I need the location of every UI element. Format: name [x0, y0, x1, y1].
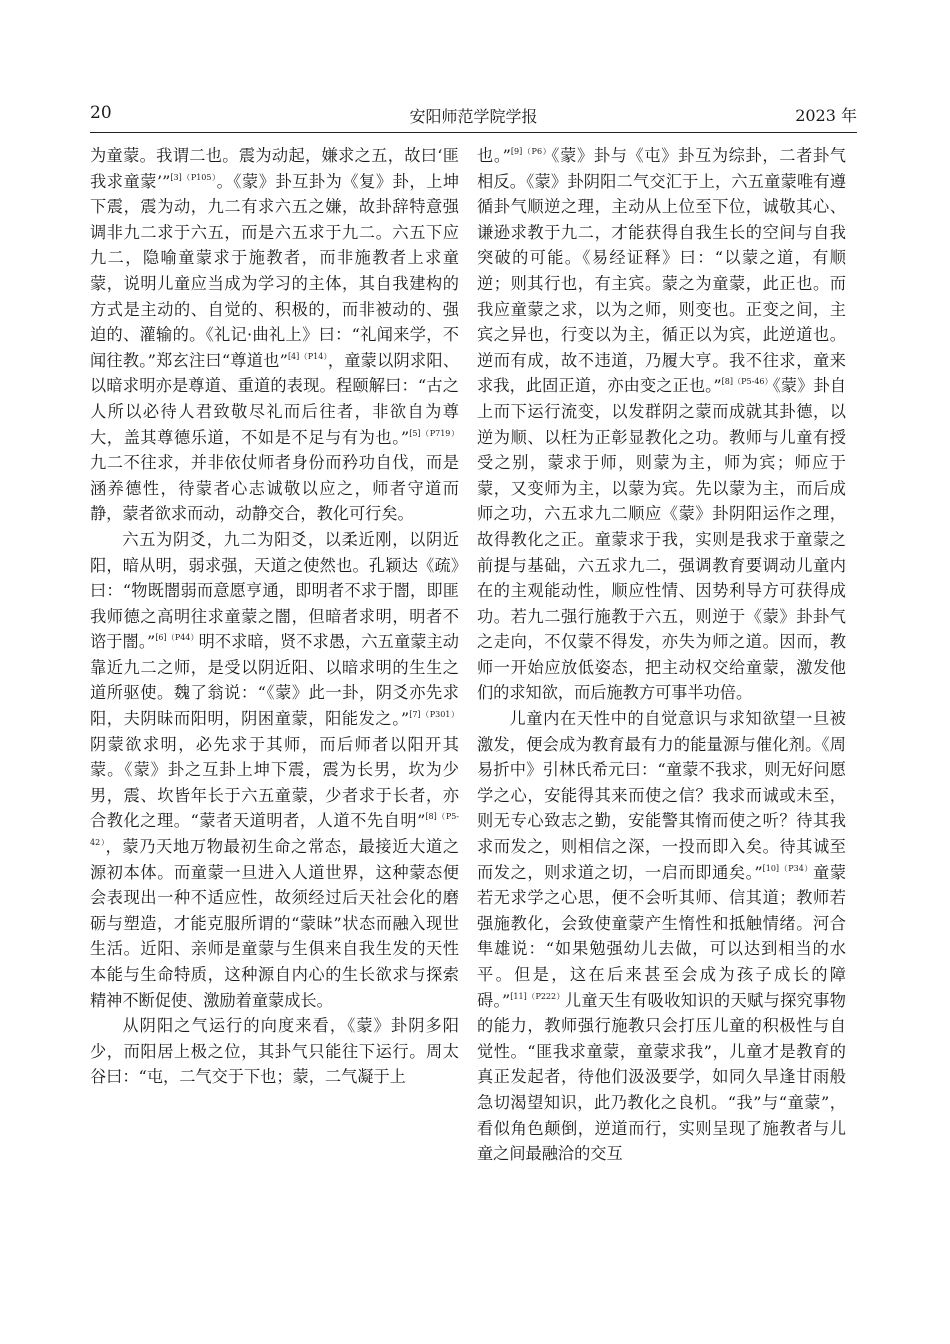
paragraph — [477, 706, 846, 1167]
citation: [11]（P222） — [510, 991, 565, 1001]
paragraph — [477, 143, 846, 706]
text-run: ，童蒙以阴求阳、以暗求明亦是尊道、重道的表现。程颐解曰：“古之人所以必待人君致敬尽礼而后往者，非欲自为尊大，盖其尊德乐道，不如是不足与有为也。” — [90, 350, 460, 447]
journal-title: 安阳师范学院学报 — [409, 107, 538, 126]
paragraph — [90, 143, 459, 527]
citation: [8]（P5-46） — [721, 377, 773, 387]
text-run: 明不求暗，贤不求愚，六五童蒙主动靠近九二之师，是受以阴近阳、以暗求明的生生之道所驱使。魏了翁说：“《蒙》此一卦，阴爻亦先求阳，夫阴昧而阳明，阴困童蒙，阳能发之。” — [90, 632, 459, 729]
text-run: 从阴阳之气运行的向度来看，《蒙》卦阴多阳少，而阳居上极之位，其卦气只能往下运行。周太谷曰：“屯，二气交于下也；蒙，二气凝于上 — [90, 1016, 459, 1087]
citation: [8]（P5-42） — [90, 812, 459, 848]
page-number: 20 — [90, 103, 112, 123]
citation: [6]（P44） — [155, 633, 199, 643]
left-column — [90, 143, 459, 1090]
paragraph — [90, 1013, 459, 1090]
citation: [5]（P719） — [409, 428, 459, 438]
text-run: 儿童天生有吸收知识的天赋与探究事物的能力，教师强行施教只会打压儿童的积极性与自觉性。“匪我求童蒙，童蒙求我”，儿童才是教育的真正发起者，待他们汲汲要学，如同久旱逢甘雨般急切渴望知识，此乃教化之良机。“我”与“童蒙”，看似角色颠倒，逆道而行，实则呈现了施教者与儿童之间最融洽的交互 — [477, 990, 846, 1164]
right-column — [477, 143, 846, 1167]
text-run: 为童蒙。我谓二也。震为动起，嫌求之五，故曰‘匪我求童蒙’” — [90, 146, 459, 191]
citation: [10]（P34） — [762, 863, 814, 873]
text-run: 阴蒙欲求明，必先求于其师，而后师者以阳开其蒙。《蒙》卦之互卦上坤下震，震为长男，坎为少男，震、坎皆年长于六五童蒙，少者求于长者，亦合教化之理。“蒙者天道明者，人道不先自明” — [90, 734, 459, 831]
paragraph — [90, 527, 459, 1013]
text-run: 《蒙》卦自上而下运行流变，以发群阴之蒙而成就其卦德，以逆为顺、以枉为正彰显教化之功。教师与儿童有授受之别，蒙求于师，则蒙为主，师为宾；师应于蒙，又变师为主，以蒙为宾。先以蒙为主，而后成师之功，六五求九二顺应《蒙》卦阴阳运作之理，故得教化之正。童蒙求于我，实则是我求于童蒙之前提与基础，六五求九二，强调教育要调动儿童内在的主观能动性，顺应性情、因势利导方可获得成功。若九二强行施教于六五，则逆于《蒙》卦卦气之走向，不仅蒙不得发，亦失为师之道。因而，教师一开始应放低姿态，把主动权交给童蒙，激发他们的求知欲，而后施教方可事半功倍。 — [477, 376, 847, 703]
publication-year: 2023 年 — [795, 106, 857, 125]
citation: [7]（P301） — [409, 710, 459, 720]
text-run: 《蒙》卦与《屯》卦互为综卦，二者卦气相反。《蒙》卦阴阳二气交汇于上，六五童蒙唯有遵循卦气顺逆之理，主动从上位至下位，诚敬其心、谦逊求教于九二，才能获得自我生长的空间与自我突破的可能。《易经证释》曰：“以蒙之道，有顺逆；则其行也，有主宾。蒙之为童蒙，此正也。而我应童蒙之求，以为之师，则变也。正变之间，主宾之异也，行变以为主，循正以为宾，此逆道也。逆而有成，故不违道，乃履大亨。我不往求，童来求我，此固正道，亦由变之正也。” — [477, 146, 846, 396]
citation: [4]（P14） — [287, 351, 328, 361]
citation: [9]（P6） — [510, 147, 552, 156]
text-run: 六五为阴爻，九二为阳爻，以柔近刚，以阴近阳，暗从明，弱求强，天道之使然也。孔颖达《疏》曰：“物既闇弱而意愿亨通，即明者不求于闇，即匪我师德之高明往求童蒙之闇，但暗者求明，明者不谘于闇。” — [90, 529, 459, 652]
text-run: 儿童内在天性中的自觉意识与求知欲望一旦被激发，便会成为教育最有力的能量源与催化剂。《周易折中》引林氏希元曰：“童蒙不我求，则无好问愿学之心，安能得其来而使之信？我求而诚或未至，则无专心致志之勤，安能警其惰而使之听？待其我求而发之，则相信之深，一投而即入矣。待其诚至而发之，则求道之切，一启而即通矣。” — [477, 709, 846, 882]
text-run: 也。” — [477, 146, 511, 165]
text-run: ，蒙乃天地万物最初生命之常态，最接近大道之源初本体。而童蒙一旦进入人道世界，这种蒙态便会表现出一种不适应性，故须经过后天社会化的磨砺与塑造，才能克服所谓的“蒙昧”状态而融入现世生活。近阳、亲师是童蒙与生俱来自我生发的天性本能与生命特质，这种源自内心的生长欲求与探索精神不断促使、激励着童蒙成长。 — [90, 837, 460, 1010]
running-header — [90, 103, 857, 127]
header-rule — [90, 132, 857, 133]
text-run: 。《蒙》卦互卦为《复》卦，上坤下震，震为动，九二有求六五之嫌，故卦辞特意强调非九二求于六五，而是六五求于九二。六五下应九二，隐喻童蒙求于施教者，而非施教者上求童蒙，说明儿童应当成为学习的主体，其自我建构的方式是主动的、自觉的、积极的，而非被动的、强迫的、灌输的。《礼记·曲礼上》曰：“礼闻来学，不闻往教。”郑玄注曰“尊道也” — [90, 171, 460, 370]
citation: [3]（P105） — [170, 172, 217, 182]
text-run: 九二不往求，并非依仗师者身份而矜功自伐，而是涵养德性，待蒙者心志诚敬以应之，师者守道而静，蒙者欲求而动，动静交合，教化可行矣。 — [90, 453, 459, 524]
text-run: 童蒙若无求学之心思，便不会听其师、信其道；教师若强施教化，会致使童蒙产生惰性和抵触情绪。河合隼雄说：“如果勉强幼儿去做，可以达到相当的水平。但是，这在后来甚至会成为孩子成长的障碍。” — [477, 862, 847, 1010]
